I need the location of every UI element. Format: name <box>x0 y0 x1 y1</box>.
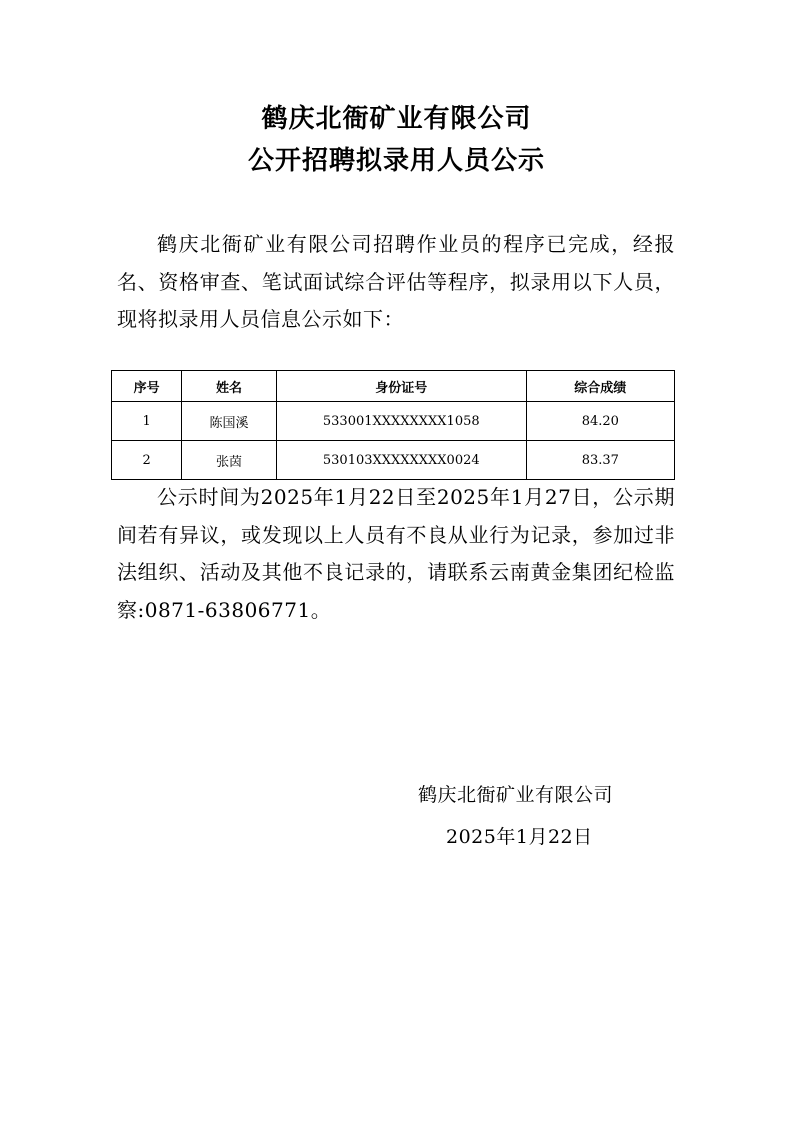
signature-date: 2025年1月22日 <box>446 826 593 848</box>
header-id-number: 身份证号 <box>276 371 526 402</box>
cell-serial: 2 <box>112 441 182 480</box>
cell-serial: 1 <box>112 402 182 441</box>
header-name: 姓名 <box>182 371 277 402</box>
cell-score: 83.37 <box>526 441 674 480</box>
cell-score: 84.20 <box>526 402 674 441</box>
cell-name: 陈国溪 <box>182 402 277 441</box>
intro-paragraph: 鹤庆北衙矿业有限公司招聘作业员的程序已完成，经报名、资格审查、笔试面试综合评估等程序，拟录用以下人员，现将拟录用人员信息公示如下： <box>117 232 675 331</box>
cell-id-number: 530103XXXXXXXX0024 <box>276 441 526 480</box>
table-header-row <box>112 371 675 402</box>
notice-paragraph: 公示时间为2025年1月22日至2025年1月27日，公示期间若有异议，或发现以上人员有不良从业行为记录，参加过非法组织、活动及其他不良记录的，请联系云南黄金集团纪检监察:0871-63806771。 <box>117 485 675 622</box>
table-row <box>112 441 675 480</box>
cell-name: 张茵 <box>182 441 277 480</box>
document-subtitle: 公开招聘拟录用人员公示 <box>247 146 545 176</box>
document-title: 鹤庆北衙矿业有限公司 <box>261 104 532 134</box>
table-row <box>112 402 675 441</box>
header-serial: 序号 <box>112 371 182 402</box>
cell-id-number: 533001XXXXXXXX1058 <box>276 402 526 441</box>
signature-company: 鹤庆北衙矿业有限公司 <box>418 784 614 806</box>
candidate-table <box>111 370 675 480</box>
header-score: 综合成绩 <box>526 371 674 402</box>
